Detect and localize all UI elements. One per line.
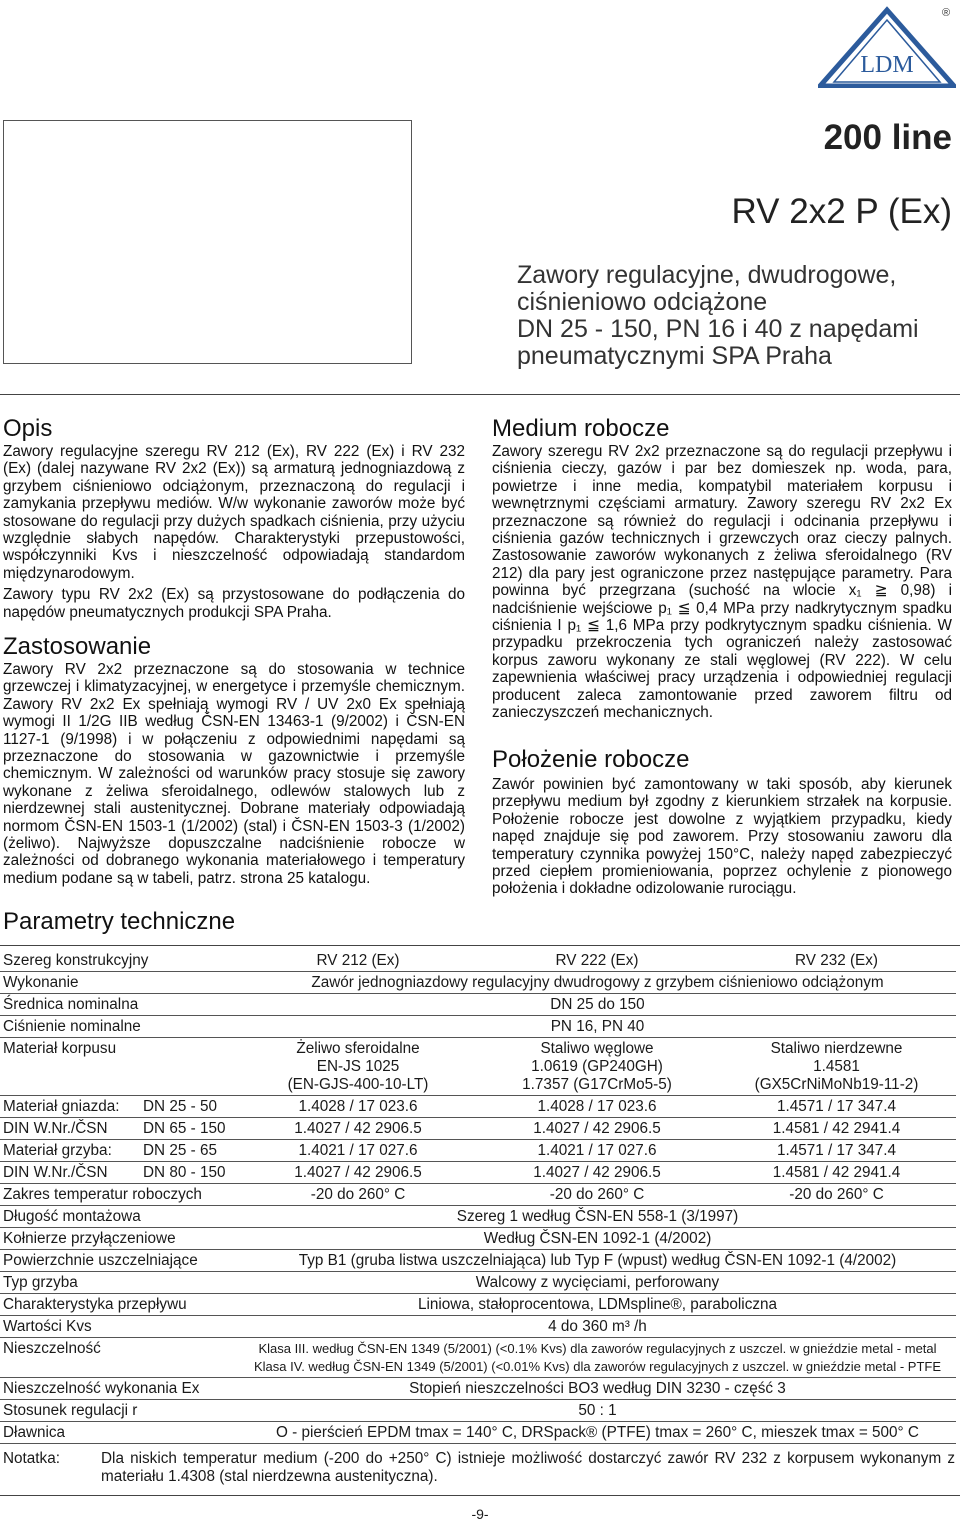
subtitle-line: Zawory regulacyjne, dwudrogowe,	[517, 261, 897, 289]
table-cell: 1.4021 / 17 027.6	[238, 1140, 477, 1162]
row-label: Średnica nominalna	[0, 994, 238, 1016]
row-label: Materiał gniazda:	[0, 1096, 140, 1118]
note-label: Notatka:	[3, 1450, 60, 1467]
cell-line: 1.4581	[813, 1058, 860, 1075]
table-cell: O - pierścień EPDM tmax = 140° C, DRSpack® (PTFE) tmax = 260° C, mieszek tmax = 500° C	[238, 1422, 956, 1444]
model-title: RV 2x2 P (Ex)	[731, 192, 952, 231]
table-cell: RV 222 (Ex)	[477, 950, 716, 972]
table-row	[0, 950, 956, 972]
subtitle-line: DN 25 - 150, PN 16 i 40 z napędami	[517, 315, 919, 343]
row-sublabel: DN 80 - 150	[140, 1162, 238, 1184]
note-text: Dla niskich temperatur medium (-200 do +250° C) istnieje możliwość dostarczyć zawór RV 232 z korpusem wykonanym z materiału 1.4308 (stal nierdzewna austenityczna).	[101, 1450, 955, 1485]
table-cell: 1.4571 / 17 347.4	[716, 1140, 956, 1162]
row-sublabel: DN 25 - 50	[140, 1096, 238, 1118]
row-label: DIN W.Nr./ČSN	[0, 1118, 140, 1140]
row-label: Materiał grzyba:	[0, 1140, 140, 1162]
parametry-heading: Parametry techniczne	[3, 908, 236, 935]
zastosowanie-heading: Zastosowanie	[3, 633, 152, 660]
table-cell	[477, 1038, 716, 1096]
cell-line: Staliwo nierdzewne	[770, 1040, 903, 1057]
table-cell: 1.4027 / 42 2906.5	[477, 1118, 716, 1140]
medium-text	[492, 443, 952, 726]
cell-line: Klasa III. według ČSN-EN 1349 (5/2001) (<0.1% Kvs) dla zaworów regulacyjnych z uszczel. w gnieździe metal - metal	[258, 1341, 937, 1356]
footer-divider	[0, 1495, 960, 1496]
row-label: Ciśnienie nominalne	[0, 1016, 238, 1038]
page-number: -9-	[471, 1506, 489, 1522]
zastosowanie-text	[3, 661, 465, 891]
table-cell: RV 212 (Ex)	[238, 950, 477, 972]
table-row	[0, 1118, 956, 1140]
table-row	[0, 1400, 956, 1422]
table-row	[0, 1184, 956, 1206]
row-label: Materiał korpusu	[0, 1038, 238, 1096]
row-label: Długość montażowa	[0, 1206, 238, 1228]
table-cell	[238, 1338, 956, 1378]
table-cell: Liniowa, stałoprocentowa, LDMspline®, paraboliczna	[238, 1294, 956, 1316]
row-label: Nieszczelność	[0, 1338, 238, 1378]
cell-line: 1.7357 (G17CrMo5-5)	[522, 1076, 672, 1093]
table-cell: 1.4028 / 17 023.6	[238, 1096, 477, 1118]
table-cell: -20 do 260° C	[238, 1184, 477, 1206]
table-row	[0, 1294, 956, 1316]
table-top-border	[0, 945, 960, 946]
table-row	[0, 1378, 956, 1400]
table-row	[0, 1206, 956, 1228]
registered-mark: ®	[941, 7, 951, 19]
table-cell: 1.4027 / 42 2906.5	[238, 1118, 477, 1140]
opis-paragraph: Zawory regulacyjne szeregu RV 212 (Ex), RV 222 (Ex) i RV 232 (Ex) (dalej nazywane RV 2x2 (Ex)) są armaturą jednogniazdową z grzybem ciśnieniowo odciążonym, przeznaczoną do regulacji i zamykania przepływu mediów. W/w wykonanie zaworów może być stosowane do regulacji przy dużych spadkach ciśnienia, przy użyciu względnie słabych napędów. Charakterystyki przepustowości, współczynniki Kvs i nieszczelność odpowiadają standardom międzynarodowym.	[3, 443, 465, 582]
row-label: DIN W.Nr./ČSN	[0, 1162, 140, 1184]
cell-line: (EN-GJS-400-10-LT)	[287, 1076, 429, 1093]
row-label: Dławnica	[0, 1422, 238, 1444]
row-sublabel: DN 65 - 150	[140, 1118, 238, 1140]
table-cell: 1.4021 / 17 027.6	[477, 1140, 716, 1162]
table-row	[0, 1338, 956, 1378]
table-cell	[238, 1038, 477, 1096]
table-row	[0, 1162, 956, 1184]
cell-line: (GX5CrNiMoNb19-11-2)	[754, 1076, 919, 1093]
table-row	[0, 972, 956, 994]
cell-line: Żeliwo sferoidalne	[296, 1040, 420, 1057]
table-cell: -20 do 260° C	[477, 1184, 716, 1206]
row-sublabel: DN 25 - 65	[140, 1140, 238, 1162]
table-row	[0, 1250, 956, 1272]
cell-line: EN-JS 1025	[316, 1058, 400, 1075]
table-cell: 1.4027 / 42 2906.5	[477, 1162, 716, 1184]
table-cell: 1.4027 / 42 2906.5	[238, 1162, 477, 1184]
table-row	[0, 994, 956, 1016]
table-cell: DN 25 do 150	[238, 994, 956, 1016]
table-cell: 1.4028 / 17 023.6	[477, 1096, 716, 1118]
table-cell: 1.4581 / 42 2941.4	[716, 1162, 956, 1184]
ldm-logo	[818, 4, 956, 88]
table-cell: RV 232 (Ex)	[716, 950, 956, 972]
table-cell: Według ČSN-EN 1092-1 (4/2002)	[238, 1228, 956, 1250]
table-row	[0, 1272, 956, 1294]
row-label: Stosunek regulacji r	[0, 1400, 238, 1422]
subtitle	[517, 262, 957, 370]
table-cell: 1.4571 / 17 347.4	[716, 1096, 956, 1118]
opis-paragraph: Zawory typu RV 2x2 (Ex) są przystosowane do podłączenia do napędów pneumatycznych produkcji SPA Praha.	[3, 586, 465, 621]
row-label: Powierzchnie uszczelniające	[0, 1250, 238, 1272]
row-label: Kołnierze przyłączeniowe	[0, 1228, 238, 1250]
table-row	[0, 1016, 956, 1038]
note	[3, 1450, 955, 1486]
table-row	[0, 1228, 956, 1250]
table-cell: 50 : 1	[238, 1400, 956, 1422]
row-label: Nieszczelność wykonania Ex	[0, 1378, 238, 1400]
row-label: Typ grzyba	[0, 1272, 238, 1294]
opis-heading: Opis	[3, 415, 53, 442]
table-cell: Typ B1 (gruba listwa uszczelniająca) lub Typ F (wpust) według ČSN-EN 1092-1 (4/2002)	[238, 1250, 956, 1272]
row-label: Zakres temperatur roboczych	[0, 1184, 238, 1206]
header-divider	[0, 394, 960, 395]
cell-line: Klasa IV. według ČSN-EN 1349 (5/2001) (<0.01% Kvs) dla zaworów regulacyjnych z uszczel. w gnieździe metal - PTFE	[253, 1359, 942, 1374]
row-label: Szereg konstrukcyjny	[0, 950, 238, 972]
opis-text	[3, 443, 465, 625]
logo-text: LDM	[860, 52, 914, 78]
parameters-table	[0, 950, 956, 1444]
subtitle-line: ciśnieniowo odciążone	[517, 288, 768, 316]
table-row	[0, 1038, 956, 1096]
cell-line: 1.0619 (GP240GH)	[531, 1058, 663, 1075]
product-image-frame	[3, 120, 412, 364]
table-cell: -20 do 260° C	[716, 1184, 956, 1206]
table-row	[0, 1422, 956, 1444]
subtitle-line: pneumatycznymi SPA Praha	[517, 342, 832, 370]
row-label: Wartości Kvs	[0, 1316, 238, 1338]
table-row	[0, 1140, 956, 1162]
table-cell: Zawór jednogniazdowy regulacyjny dwudrogowy z grzybem ciśnieniowo odciążonym	[238, 972, 956, 994]
medium-heading: Medium robocze	[492, 415, 670, 442]
row-label: Wykonanie	[0, 972, 238, 994]
table-cell: Stopień nieszczelności BO3 według DIN 3230 - część 3	[238, 1378, 956, 1400]
table-cell	[716, 1038, 956, 1096]
polozenie-text	[492, 776, 952, 902]
table-cell: Walcowy z wycięciami, perforowany	[238, 1272, 956, 1294]
series-title: 200 line	[823, 118, 952, 157]
polozenie-heading: Położenie robocze	[492, 746, 690, 773]
zastosowanie-paragraph: Zawory RV 2x2 przeznaczone są do stosowania w technice grzewczej i klimatyzacyjnej, w energetyce i przemyśle chemicznym. Zawory RV 2x2 Ex spełniają wymogi RV / UV 2x0 Ex spełniają wymogi II 1/2G IIB według ČSN-EN 13463-1 (9/2002) i ČSN-EN 1127-1 (9/1998) i w połączeniu z odpowiednimi napędami są przeznaczone do stosowania w gazownictwie i przemyśle chemicznym. W zależności od warunków pracy stosuje się zawory wykonane z żeliwa sferoidalnego, odlewów stalowych lub z nierdzewnej stali austenitycznej. Dobrane materiały odpowiadają normom ČSN-EN 1503-1 (1/2002) (stal) i ČSN-EN 1503-3 (1/2002) (żeliwo). Najwyższe dopuszczalne nadciśnienie robocze w zależności od dobranego wykonania materiałowego i temperatury medium podane są w tabeli, patrz. strona 25 katalogu.	[3, 661, 465, 887]
row-label: Charakterystyka przepływu	[0, 1294, 238, 1316]
polozenie-paragraph: Zawór powinien być zamontowany w taki sposób, aby kierunek przepływu medium był zgodny z kierunkiem strzałek na korpusie. Położenie robocze jest dowolne z wyjątkiem przypadku, kiedy napęd znajduje się pod zaworem. Przy stosowaniu zaworu dla temperatury czynnika powyżej 150°C, należy napęd zabezpieczyć przed ciepłem promieniowania, poprzez ochylenie z pionowego położenia i dokładne odizolowanie rurociągu.	[492, 776, 952, 898]
table-cell: 1.4581 / 42 2941.4	[716, 1118, 956, 1140]
table-cell: PN 16, PN 40	[238, 1016, 956, 1038]
medium-paragraph: Zawory szeregu RV 2x2 przeznaczone są do regulacji przepływu i ciśnienia cieczy, gazów i par bez domieszek np. woda, para, powietrze i inne media, kompatybil materiałem korpusu i wewnętrznymi częściami armatury. Zawory szeregu RV 2x2 Ex przeznaczone są również do regulacji i odcinania przepływu i ciśnienia gazów technicznych i grzewczych oraz cieczy palnych. Zastosowanie zaworów wykonanych z żeliwa sferoidalnego (RV 212) dla pary jest ograniczone przez następujące parametry. Para powinna być przegrzana (suchość na wlocie x₁ ≧ 0,98) i nadciśnienie wejściowe p₁ ≦ 0,4 MPa przy nadkrytycznym spadku ciśnienia I p₁ ≦ 1,6 MPa przy podkrytycznym spadku ciśnienia. W przypadku przekroczenia tych ograniczeń należy zastosować korpus zaworu wykonany ze stali węglowej (RV 222). W celu zapewnienia właściwej pracy urządzenia i odpowiedniej regulacji producent zaleca zamontowanie przed zaworem filtru od zanieczyszczeń mechanicznych.	[492, 443, 952, 722]
table-cell: Szereg 1 według ČSN-EN 558-1 (3/1997)	[238, 1206, 956, 1228]
table-row	[0, 1096, 956, 1118]
cell-line: Staliwo węglowe	[540, 1040, 654, 1057]
table-cell: 4 do 360 m³ /h	[238, 1316, 956, 1338]
table-row	[0, 1316, 956, 1338]
